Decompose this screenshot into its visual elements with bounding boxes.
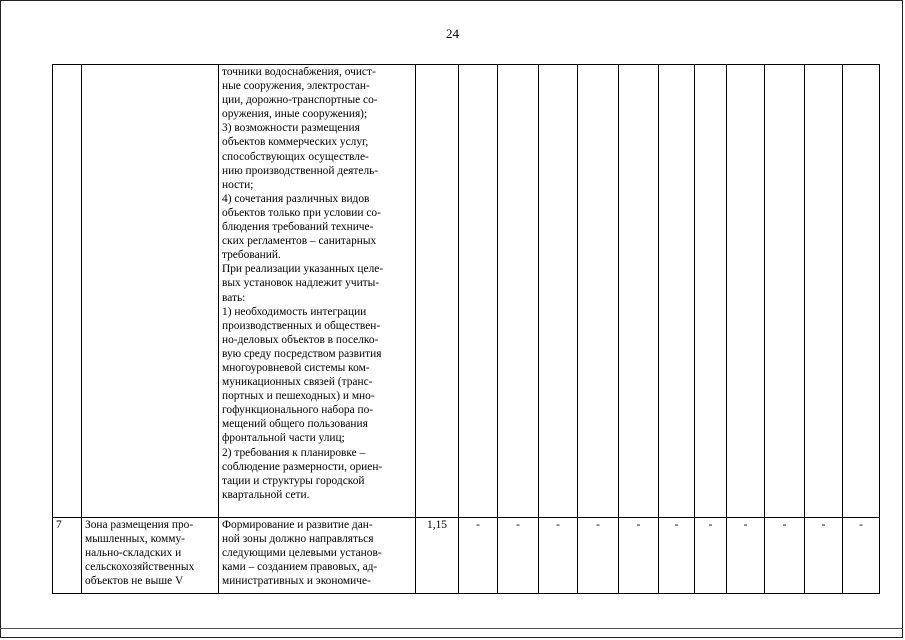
- page-number: 24: [446, 26, 459, 41]
- cell-value-empty: [765, 65, 805, 518]
- cell-value-empty: [459, 65, 498, 518]
- cell-dash: -: [727, 518, 765, 594]
- cell-value-empty: [727, 65, 765, 518]
- cell-value-empty: [843, 65, 880, 518]
- cell-description-continuation: точники водоснабжения, очист- ные сооружения, электростан- ции, дорожно-транспортные со- оружения, иные сооружения); 3) возможности размещения объектов коммерческих услуг, способствующих осуществле- нию производственной деятель- ности; 4) сочетания различных видов объектов только при условии со- блюдения требований техниче- ских регламентов – санитарных требований. При реализации указанных целе- вых установок надлежит учиты- вать: 1) необходимость интеграции производственных и обществен- но-деловых объектов в поселко- вую среду посредством развития многоуровневой системы ком- муникационных связей (транс- портных и пешеходных) и мно- гофункционального набора по- мещений общего пользования фронтальной части улиц; 2) требования к планировке – соблюдение размерности, ориен- тации и структуры городской квартальной сети.: [219, 65, 416, 518]
- table-row-7: [53, 518, 880, 594]
- cell-value-empty: [659, 65, 695, 518]
- page-bottom-rule: [0, 628, 903, 629]
- cell-dash: -: [578, 518, 619, 594]
- cell-zone-description: Формирование и развитие дан- ной зоны должно направляться следующими целевыми установ- ками – созданием правовых, ад- министративных и экономиче-: [219, 518, 416, 594]
- cell-value-empty: [498, 65, 539, 518]
- cell-value-empty: [539, 65, 578, 518]
- cell-value-empty: [578, 65, 619, 518]
- cell-dash: -: [539, 518, 578, 594]
- cell-dash: -: [695, 518, 727, 594]
- cell-dash: -: [805, 518, 843, 594]
- cell-dash: -: [765, 518, 805, 594]
- cell-value-empty: [619, 65, 659, 518]
- cell-dash: -: [459, 518, 498, 594]
- cell-number-empty: [53, 65, 82, 518]
- cell-dash: -: [659, 518, 695, 594]
- zones-table: [52, 64, 880, 594]
- cell-coefficient: 1,15: [416, 518, 459, 594]
- cell-name-empty: [82, 65, 219, 518]
- cell-dash: -: [843, 518, 880, 594]
- table-row-continuation: [53, 65, 880, 518]
- cell-dash: -: [498, 518, 539, 594]
- cell-value-empty: [805, 65, 843, 518]
- cell-zone-name: Зона размещения про- мышленных, комму- нально-складских и сельскохозяйственных объектов не выше V: [82, 518, 219, 594]
- cell-coefficient-empty: [416, 65, 459, 518]
- cell-row-number: 7: [53, 518, 82, 594]
- cell-value-empty: [695, 65, 727, 518]
- cell-dash: -: [619, 518, 659, 594]
